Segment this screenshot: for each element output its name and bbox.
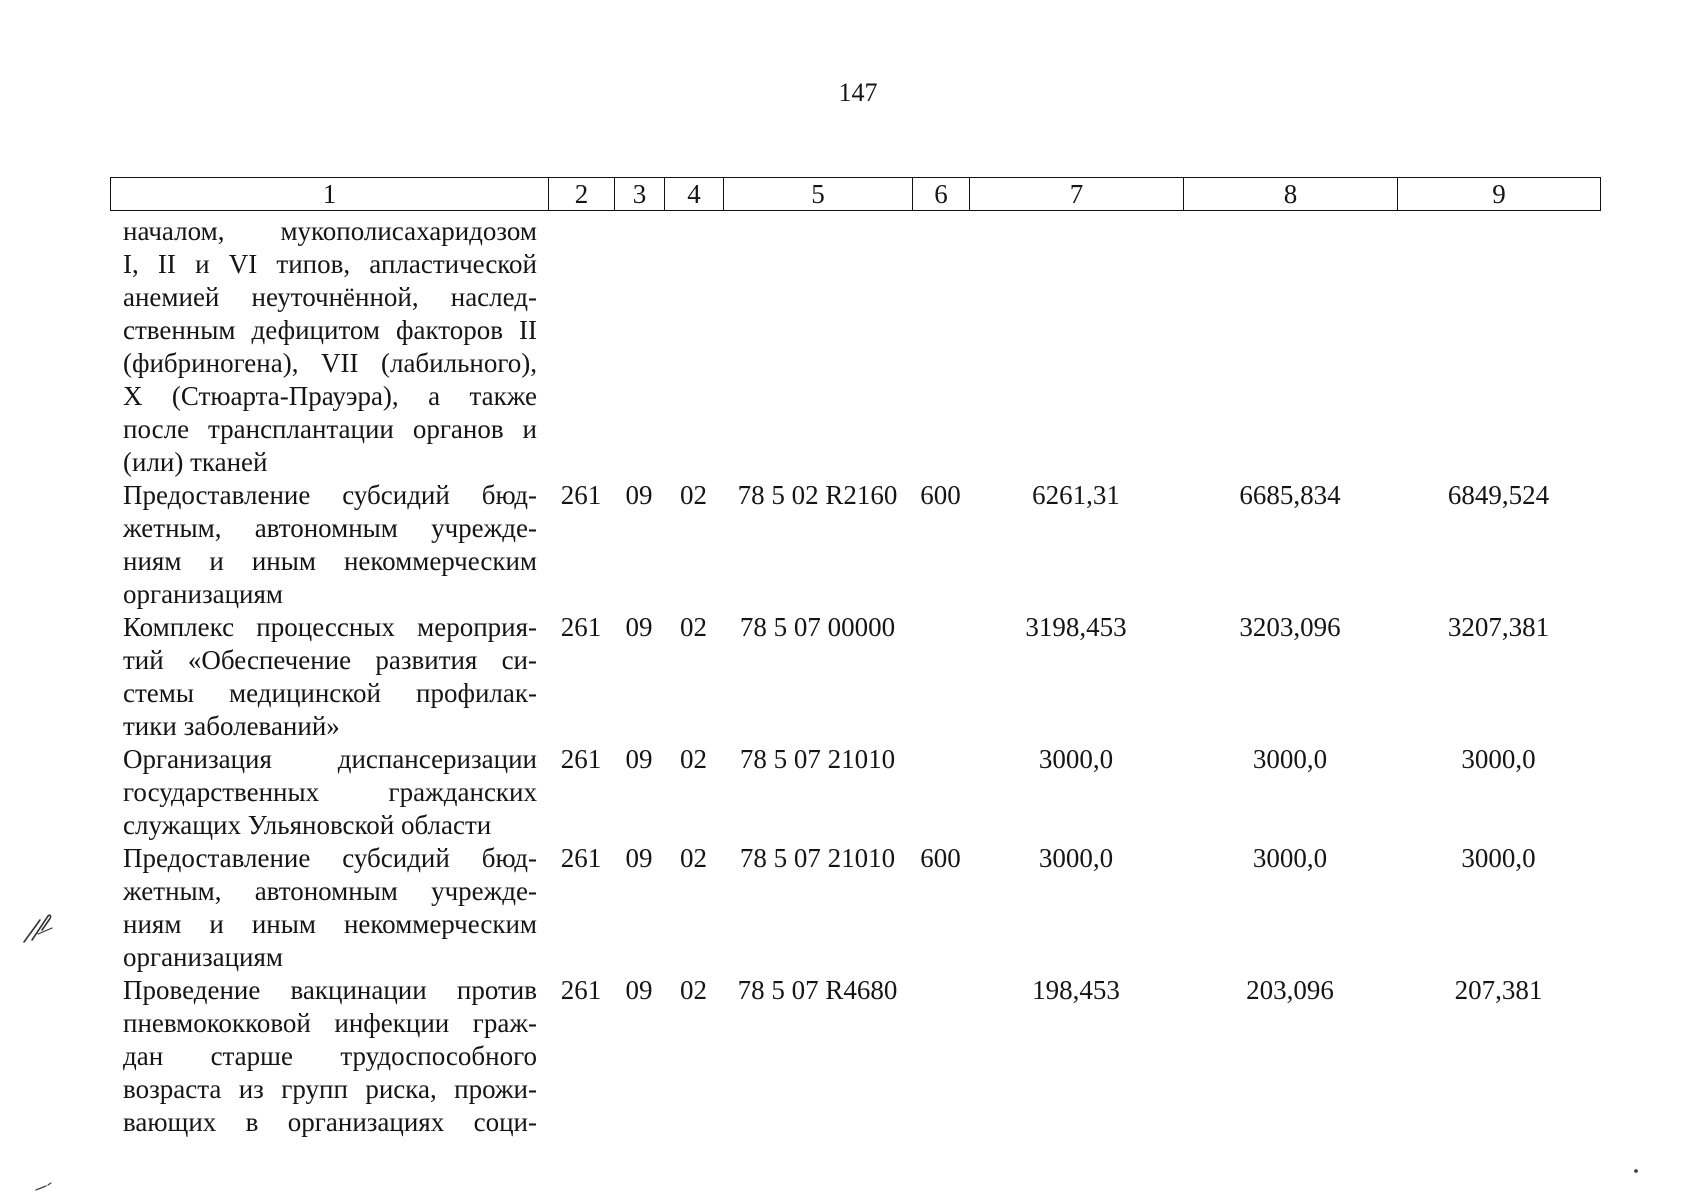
row-text-line: Комплекс процессных мероприя- bbox=[123, 612, 537, 642]
page-number: 147 bbox=[838, 78, 878, 107]
cell-col-4: 02 bbox=[680, 744, 707, 774]
header-cell-2: 2 bbox=[548, 178, 614, 210]
cell-col-8: 3000,0 bbox=[1252, 843, 1328, 873]
cell-col-9: 207,381 bbox=[1454, 975, 1543, 1005]
row-text-line: государственных гражданских bbox=[123, 777, 537, 807]
row-text-line: ниям и иным некоммерческим bbox=[123, 909, 537, 939]
cell-col-6: 600 bbox=[920, 843, 961, 873]
cell-col-9: 3000,0 bbox=[1461, 843, 1536, 873]
cell-col-9: 3207,381 bbox=[1447, 612, 1550, 642]
cell-col-8: 3000,0 bbox=[1252, 744, 1328, 774]
row-text-line: Организация диспансеризации bbox=[123, 744, 537, 774]
cell-col-9: 6849,524 bbox=[1447, 480, 1550, 510]
row-text-line: началом, мукополисахаридозом bbox=[123, 216, 537, 246]
cell-col-3: 09 bbox=[625, 975, 653, 1005]
cell-col-2: 261 bbox=[560, 744, 602, 774]
header-cell-5: 5 bbox=[723, 178, 912, 210]
cell-col-5: 78 5 07 21010 bbox=[739, 843, 896, 873]
scan-speck bbox=[34, 1180, 54, 1192]
row-text-line: организациям bbox=[123, 579, 284, 609]
scan-speck bbox=[1633, 1168, 1639, 1174]
cell-col-4: 02 bbox=[680, 843, 707, 873]
header-cell-4: 4 bbox=[664, 178, 723, 210]
cell-col-2: 261 bbox=[560, 612, 602, 642]
cell-col-6 bbox=[912, 974, 969, 1139]
row-description bbox=[111, 974, 548, 1139]
row-text-line: возраста из групп риска, прожи- bbox=[123, 1074, 537, 1104]
cell-col-4: 02 bbox=[680, 975, 707, 1005]
row-text-line: пневмококковой инфекции граж- bbox=[123, 1008, 537, 1038]
row-text-line: Предоставление субсидий бюд- bbox=[123, 843, 537, 873]
table-row bbox=[111, 611, 1600, 743]
header-cell-6: 6 bbox=[912, 178, 969, 210]
row-text-line: Проведение вакцинации против bbox=[123, 975, 537, 1005]
cell-col-6 bbox=[912, 611, 969, 743]
cell-col-9: 3000,0 bbox=[1461, 744, 1536, 774]
row-text-line: дан старше трудоспособного bbox=[123, 1041, 537, 1071]
header-cell-3: 3 bbox=[614, 178, 664, 210]
row-text-line: тий «Обеспечение развития си- bbox=[123, 645, 537, 675]
cell-col-6 bbox=[912, 743, 969, 842]
header-cell-1: 1 bbox=[322, 179, 337, 209]
row-text-line: после трансплантации органов и bbox=[123, 414, 537, 444]
table-header bbox=[110, 177, 1601, 211]
table-row bbox=[111, 974, 1600, 1139]
cell-col-5: 78 5 02 R2160 bbox=[737, 480, 898, 510]
header-cell-9: 9 bbox=[1397, 178, 1600, 210]
cell-col-7: 198,453 bbox=[1032, 975, 1120, 1005]
row-text-line: жетным, автономным учрежде- bbox=[123, 513, 537, 543]
cell-col-7: 3198,453 bbox=[1025, 612, 1127, 642]
row-text-line: I, II и VI типов, апластической bbox=[123, 249, 537, 279]
header-cell-7: 7 bbox=[969, 178, 1183, 210]
row-text-line: ственным дефицитом факторов II bbox=[123, 315, 537, 345]
cell-col-8: 6685,834 bbox=[1239, 480, 1341, 510]
cell-col-5: 78 5 07 21010 bbox=[739, 744, 896, 774]
row-text-line: ниям и иным некоммерческим bbox=[123, 546, 537, 576]
table-row bbox=[111, 842, 1600, 974]
row-text-line: жетным, автономным учрежде- bbox=[123, 876, 537, 906]
cell-col-4: 02 bbox=[680, 480, 707, 510]
header-cell-8: 8 bbox=[1183, 178, 1397, 210]
cell-col-5: 78 5 07 00000 bbox=[739, 612, 896, 642]
row-text-line: стемы медицинской профилак- bbox=[123, 678, 537, 708]
cell-col-7: 6261,31 bbox=[1032, 480, 1120, 510]
cell-col-4: 02 bbox=[680, 612, 707, 642]
table-row bbox=[111, 743, 1600, 842]
row-description bbox=[111, 743, 548, 842]
cell-col-2: 261 bbox=[560, 843, 602, 873]
row-text-line: служащих Ульяновской области bbox=[123, 810, 492, 840]
table-body bbox=[111, 215, 1600, 1139]
row-text-line: анемией неуточнённой, наслед- bbox=[123, 282, 537, 312]
table-row bbox=[111, 479, 1600, 611]
row-text-line: (фибриногена), VII (лабильного), bbox=[123, 348, 537, 378]
row-text-line: тики заболеваний» bbox=[123, 711, 340, 741]
row-text-line: X (Стюарта-Прауэра), а также bbox=[123, 381, 537, 411]
cell-col-3: 09 bbox=[625, 480, 653, 510]
cell-col-3: 09 bbox=[625, 843, 653, 873]
cell-col-7: 3000,0 bbox=[1038, 744, 1114, 774]
cell-col-3: 09 bbox=[625, 744, 653, 774]
row-description bbox=[111, 611, 548, 743]
cell-col-2: 261 bbox=[560, 480, 602, 510]
cell-col-3: 09 bbox=[625, 612, 653, 642]
row-description bbox=[111, 479, 548, 611]
handwritten-mark bbox=[18, 908, 58, 946]
cell-col-8: 203,096 bbox=[1246, 975, 1334, 1005]
row-text-line: вающих в организациях соци- bbox=[123, 1107, 537, 1137]
cell-col-6: 600 bbox=[920, 480, 961, 510]
cell-col-2: 261 bbox=[560, 975, 602, 1005]
row-description bbox=[111, 215, 548, 479]
cell-col-8: 3203,096 bbox=[1239, 612, 1341, 642]
row-text-line: (или) тканей bbox=[123, 447, 268, 477]
cell-col-7: 3000,0 bbox=[1038, 843, 1114, 873]
row-text-line: Предоставление субсидий бюд- bbox=[123, 480, 537, 510]
table-row bbox=[111, 215, 1600, 479]
row-text-line: организациям bbox=[123, 942, 284, 972]
row-description bbox=[111, 842, 548, 974]
cell-col-5: 78 5 07 R4680 bbox=[737, 975, 898, 1005]
